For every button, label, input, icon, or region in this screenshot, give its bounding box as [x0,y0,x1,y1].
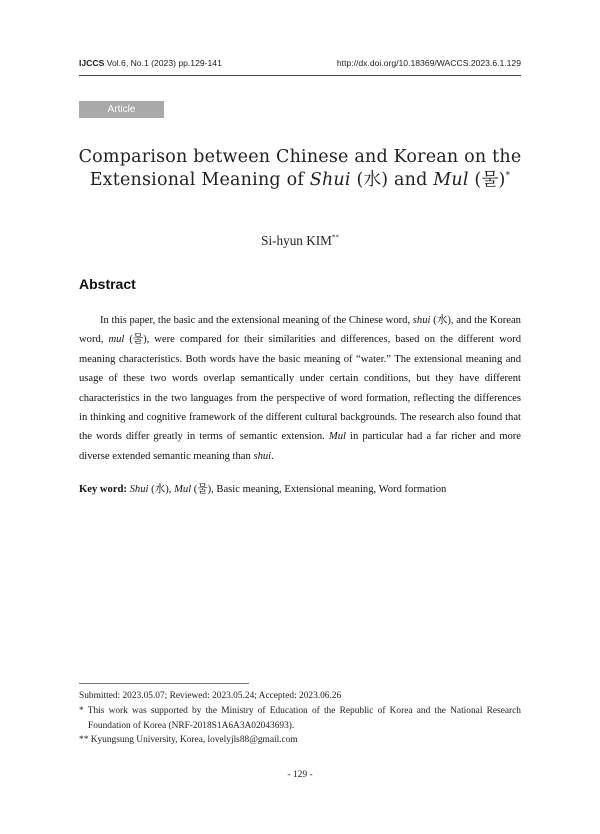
doi-link[interactable]: http://dx.doi.org/10.18369/WACCS.2023.6.1.129 [336,58,521,68]
submission-dates: Submitted: 2023.05.07; Reviewed: 2023.05.24; Accepted: 2023.06.26 [79,691,342,701]
title-prefix: Extensional Meaning of [89,170,310,190]
title-term-mul: Mul [433,170,469,190]
title-line-1: Comparison between Chinese and Korean on the [78,147,522,167]
page-number: - 129 - [287,770,313,780]
affiliation-footnote: ** Kyungsung University, Korea, lovelyjls88@gmail.com [79,735,298,746]
paper-title [60,146,540,192]
article-type-tag: Article [79,101,164,118]
abstract-text: (물), were compared for their similarities and differences, based on the different word meaning characteristics. Both words have the basic meaning of “water.” The extensional meaning and usage of these two words overlap semantically under certain conditions, but they have different characteristics in the two languages from the perspective of word formation, reflecting the differences in thinking and cognitive framework of the different cultural backgrounds. The research also found that the words differ greatly in terms of semantic extension. [79,334,521,443]
running-header [79,58,521,72]
keyword-text: (물), Basic meaning, Extensional meaning, Word formation [191,484,447,495]
title-term-shui: Shui [309,170,351,190]
title-footnote-mark: * [505,171,511,182]
keyword-shui: Shui [129,484,149,495]
term-mul: Mul [328,431,346,443]
title-line-2 [60,169,540,192]
header-rule [79,75,521,76]
author-footnote-mark: ** [331,233,339,242]
author-name: Si-hyun KIM [261,233,332,248]
abstract-heading: Abstract [79,276,136,292]
abstract-text: . [271,450,274,462]
volume-info: Vol.6, No.1 (2023) pp.129-141 [106,58,222,68]
funding-footnote: * This work was supported by the Ministry of Education of the Republic of Korea and the National Research Foundation of Korea (NRF-2018S1A6A3A02043693). [79,705,521,731]
title-hangul: (물) [468,170,506,190]
abstract-text: in particular had a far richer and more diverse extended semantic meaning than [79,431,522,462]
title-hanzi: (水) and [350,170,434,190]
keyword-text: (水), [148,484,175,495]
keyword-mul: Mul [174,484,192,495]
term-shui: shui [412,315,431,326]
author-line [0,233,600,249]
journal-name: IJCCS [79,58,105,68]
keywords-line [79,482,521,497]
keywords-label: Key word: [79,484,127,495]
abstract-body [79,311,521,466]
abstract-paragraph [79,311,521,466]
footnote-rule [79,683,249,684]
footnotes [79,689,521,748]
journal-citation [79,58,222,68]
term-mul: mul [108,334,125,346]
abstract-text: In this paper, the basic and the extensional meaning of the Chinese word, [100,315,413,326]
term-shui: shui [253,450,272,462]
abstract-text: (水), and the Korean word, [79,315,521,346]
